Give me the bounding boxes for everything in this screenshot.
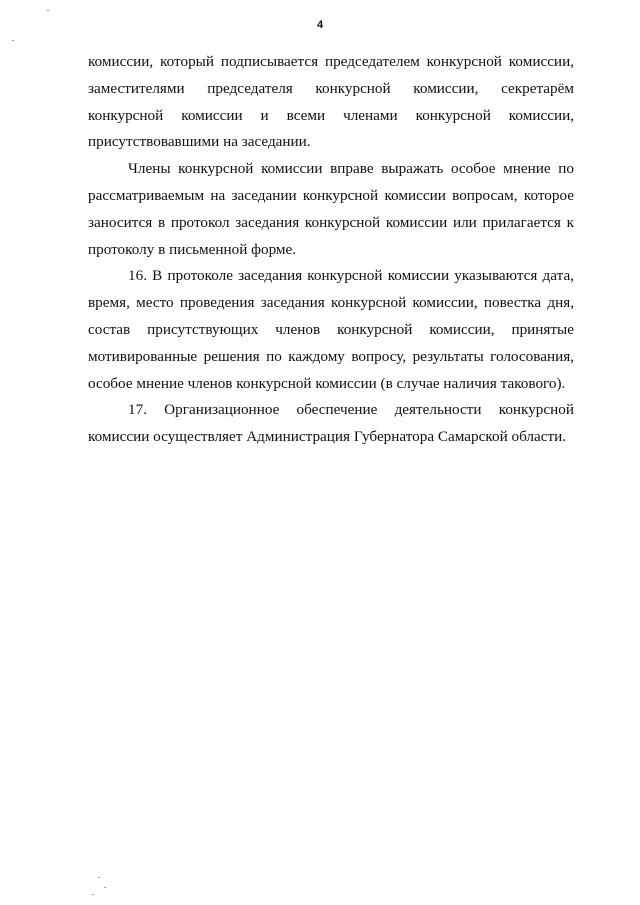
document-body [88, 49, 574, 451]
paragraph-special-opinion: Члены конкурсной комиссии вправе выражать особое мнение по рассматриваемым на заседании конкурсной комиссии вопросам, которое заносится в протокол заседания конкурсной комиссии или прилагается к протоколу в письменной форме. [88, 160, 574, 258]
paragraph-item-16: 16. В протоколе заседания конкурсной комиссии указываются дата, время, место проведения заседания конкурсной комиссии, повестка дня, состав присутствующих членов конкурсной комиссии, принятые мотивированные решения по каждому вопросу, результаты голосования, особое мнение членов конкурсной комиссии (в случае наличия такового). [88, 267, 574, 392]
scan-speck [47, 10, 49, 11]
scan-speck [104, 887, 106, 888]
scan-speck [12, 40, 14, 41]
scan-speck [92, 894, 94, 895]
paragraph-item-17: 17. Организационное обеспечение деятельности конкурсной комиссии осуществляет Администрация Губернатора Самарской области. [88, 401, 574, 446]
scan-speck [98, 877, 100, 878]
paragraph-continuation: комиссии, который подписывается председателем конкурсной комиссии, заместителями председателя конкурсной комиссии, секретарём конкурсной комиссии и всеми членами конкурсной комиссии, присутствовавшими на заседании. [88, 53, 574, 151]
page-number: 4 [316, 19, 324, 31]
